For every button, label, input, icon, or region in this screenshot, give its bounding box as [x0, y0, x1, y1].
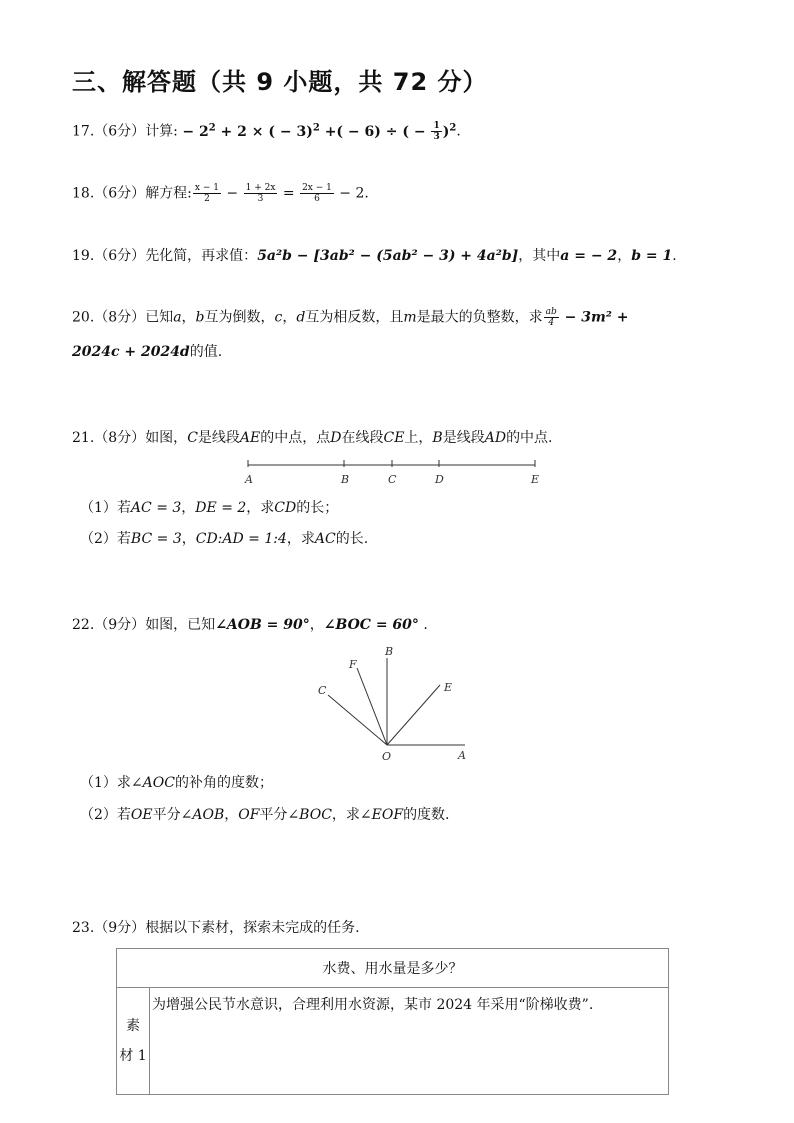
math-expression: 2024c + 2024d	[72, 344, 190, 360]
question-score: （9分）	[94, 920, 146, 936]
question-score: （8分）	[94, 430, 146, 446]
question-number: 19.	[72, 248, 95, 264]
math-expression: − 3m² +	[559, 309, 629, 326]
row-label: 素 材 1	[117, 988, 150, 1095]
table-title: 水费、用水量是多少？	[117, 949, 669, 988]
question-number: 21.	[72, 430, 95, 446]
row-content: 为增强公民节水意识，合理利用水资源，某市 2024 年采用“阶梯收费”.	[150, 988, 669, 1095]
question-21-sub-2: （2）若BC = 3，CD:AD = 1:4，求AC的长.	[80, 531, 369, 547]
fraction: $\frac{x - 1}{2}$	[194, 183, 219, 204]
question-21: 21.（8分）如图，C是线段AE的中点，点D在线段CE上，B是线段AD的中点.	[72, 430, 553, 446]
question-21-sub-1: （1）若AC = 3，DE = 2，求CD的长；	[80, 500, 339, 516]
question-number: 23.	[72, 920, 95, 936]
question-22: 22.（9分）如图，已知∠AOB = 90°，∠BOC = 60° .	[72, 617, 428, 633]
angle-figure	[310, 640, 480, 765]
fraction: $\frac{1 + 2x}{3}$	[245, 183, 276, 204]
section-heading: 三、解答题（共 9 小题，共 72 分）	[72, 68, 488, 96]
question-score: （8分）	[94, 309, 146, 326]
math-expression: − $2^2 + 2$ × ( − 3)$^2$ +( − 6) ÷ ( − $\frac{1}{3}$ )$^2$	[182, 121, 457, 143]
question-20-continued: 2024c + 2024d的值.	[72, 344, 223, 360]
math-expression: b = 1	[631, 248, 673, 264]
ray-label-b: B	[385, 645, 394, 658]
fraction: $\frac{ab}{4}$	[545, 307, 557, 328]
question-19: 19.（6分）先化简，再求值：5a²b − [3ab² − (5ab² − 3) + 4a²b]，其中a = − 2，b = 1.	[72, 248, 677, 264]
material-table	[116, 948, 669, 1095]
point-label-b: B	[341, 473, 350, 486]
question-number: 22.	[72, 617, 95, 633]
question-score: （6分）	[94, 248, 146, 264]
math-expression: a = − 2	[560, 248, 618, 264]
question-number: 20.	[72, 309, 95, 326]
question-text: 解方程:	[145, 185, 192, 202]
ray-label-c: C	[318, 684, 327, 697]
question-score: （6分）	[94, 123, 146, 140]
question-20: 20.（8分）已知a，b互为倒数，c，d互为相反数，且m是最大的负整数，求 $\frac{ab}{4}$ − 3m² +	[72, 307, 629, 328]
table-row	[117, 988, 669, 1095]
ray-label-e: E	[444, 681, 453, 694]
ray-label-f: F	[349, 658, 357, 671]
point-label-c: C	[388, 473, 397, 486]
question-text: 根据以下素材，探索未完成的任务.	[145, 920, 360, 936]
point-label-a: A	[245, 473, 253, 486]
question-22-sub-1: （1）求∠AOC的补角的度数；	[80, 775, 273, 791]
question-number: 17.	[72, 123, 95, 140]
line-segment-figure	[240, 455, 545, 490]
vertex-label-o: O	[382, 750, 392, 763]
question-score: （9分）	[94, 617, 146, 633]
fraction: $\frac{2x - 1}{6}$	[302, 183, 332, 204]
point-label-e: E	[531, 473, 540, 486]
question-number: 18.	[72, 185, 95, 202]
point-label-d: D	[435, 473, 444, 486]
math-expression: 5a²b − [3ab² − (5ab² − 3) + 4a²b]	[257, 248, 519, 264]
question-17: 17.（6分）计算: − $2^2 + 2$ × ( − 3)$^2$ +( − 6) ÷ ( − $\frac{1}{3}$ )$^2$.	[72, 121, 461, 143]
question-18: 18.（6分）解方程: $\frac{x - 1}{2}$ − $\frac{1 + 2x}{3}$ = $\frac{2x - 1}{6}$ − 2.	[72, 183, 369, 204]
question-23	[72, 918, 360, 938]
question-22-sub-2: （2）若OE平分∠AOB，OF平分∠BOC，求∠EOF的度数.	[80, 807, 450, 823]
question-score: （6分）	[94, 185, 146, 202]
ray-label-a: A	[458, 749, 466, 762]
question-text: 先化简，再求值：	[145, 248, 258, 264]
question-text: 计算:	[145, 123, 183, 140]
